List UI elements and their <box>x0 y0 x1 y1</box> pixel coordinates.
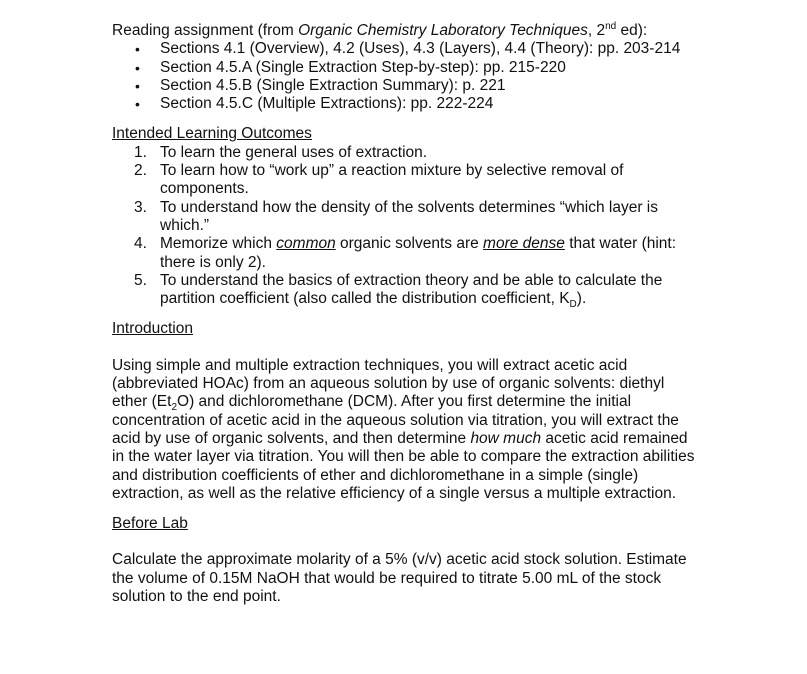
outcome-text: organic solvents are <box>335 235 484 253</box>
emphasis-common: common <box>276 235 336 253</box>
outcomes-list <box>112 144 697 309</box>
emphasis-more-dense: more dense <box>483 235 565 253</box>
outcome-number: 5. <box>134 271 147 289</box>
edition-number: , 2 <box>587 22 606 39</box>
outcome-number: 4. <box>134 235 147 253</box>
book-title: Organic Chemistry Laboratory Techniques <box>298 22 588 39</box>
outcome-text: Memorize which <box>160 235 277 253</box>
intro-text: acetic acid remained in the water layer via titration. You will then be able to compare the extraction abilities and distribution coefficients of ether and dichloromethane in a simple (single) extraction, as well as the relative efficiency of a single versus a multiple extraction. <box>112 429 695 502</box>
outcome-item <box>112 199 697 236</box>
outcome-text: To learn the general uses of extraction. <box>160 143 428 161</box>
reading-assignment-line <box>112 22 697 40</box>
outcome-text: To understand the basics of extraction theory and be able to calculate the partition coefficient (also called the distribution coefficient, K <box>160 271 663 308</box>
emphasis-how-much: how much <box>470 429 542 447</box>
intro-text: O) and dichloromethane (DCM). After you first determine the initial concentration of acetic acid in the aqueous solution via titration, you will extract the acid by use of organic solvents, and then determine <box>112 393 679 447</box>
outcome-text: To understand how the density of the solvents determines “which layer is which.” <box>160 198 658 234</box>
outcome-item <box>112 272 697 309</box>
reading-prefix: Reading assignment (from <box>112 22 299 39</box>
outcome-number: 3. <box>134 198 147 216</box>
reading-item: • Section 4.5.C (Multiple Extractions): pp. 222-224 <box>112 95 697 113</box>
reading-list <box>112 40 697 113</box>
outcome-item <box>112 144 697 162</box>
et2-subscript: 2 <box>171 402 178 414</box>
outcomes-heading: Intended Learning Outcomes <box>112 125 312 143</box>
reading-suffix: ed): <box>616 22 648 39</box>
introduction-paragraph <box>112 357 697 503</box>
outcome-number: 1. <box>134 143 147 161</box>
kd-subscript: D <box>569 299 577 311</box>
reading-item: • Sections 4.1 (Overview), 4.2 (Uses), 4.3 (Layers), 4.4 (Theory): pp. 203-214 <box>112 40 697 58</box>
before-lab-paragraph: Calculate the approximate molarity of a 5% (v/v) acetic acid stock solution. Estimate the volume of 0.15M NaOH that would be required to titrate 5.00 mL of the stock solution to the end point. <box>112 551 687 606</box>
intro-text: Using simple and multiple extraction techniques, you will extract acetic acid (abbreviated HOAc) from an aqueous solution by use of organic solvents: diethyl ether (Et <box>112 356 665 411</box>
reading-item: • Section 4.5.A (Single Extraction Step-by-step): pp. 215-220 <box>112 59 697 77</box>
outcome-text: that water (hint: there is only 2). <box>160 235 677 271</box>
before-lab-heading: Before Lab <box>112 515 188 533</box>
document-content <box>112 22 697 606</box>
outcome-text: ). <box>576 290 587 308</box>
edition-superscript: nd <box>605 20 617 32</box>
reading-item: • Section 4.5.B (Single Extraction Summary): p. 221 <box>112 77 697 95</box>
introduction-heading: Introduction <box>112 320 193 338</box>
outcome-text: To learn how to “work up” a reaction mixture by selective removal of components. <box>160 162 624 198</box>
outcome-item <box>112 162 697 199</box>
outcome-item <box>112 235 697 272</box>
outcome-number: 2. <box>134 162 147 180</box>
